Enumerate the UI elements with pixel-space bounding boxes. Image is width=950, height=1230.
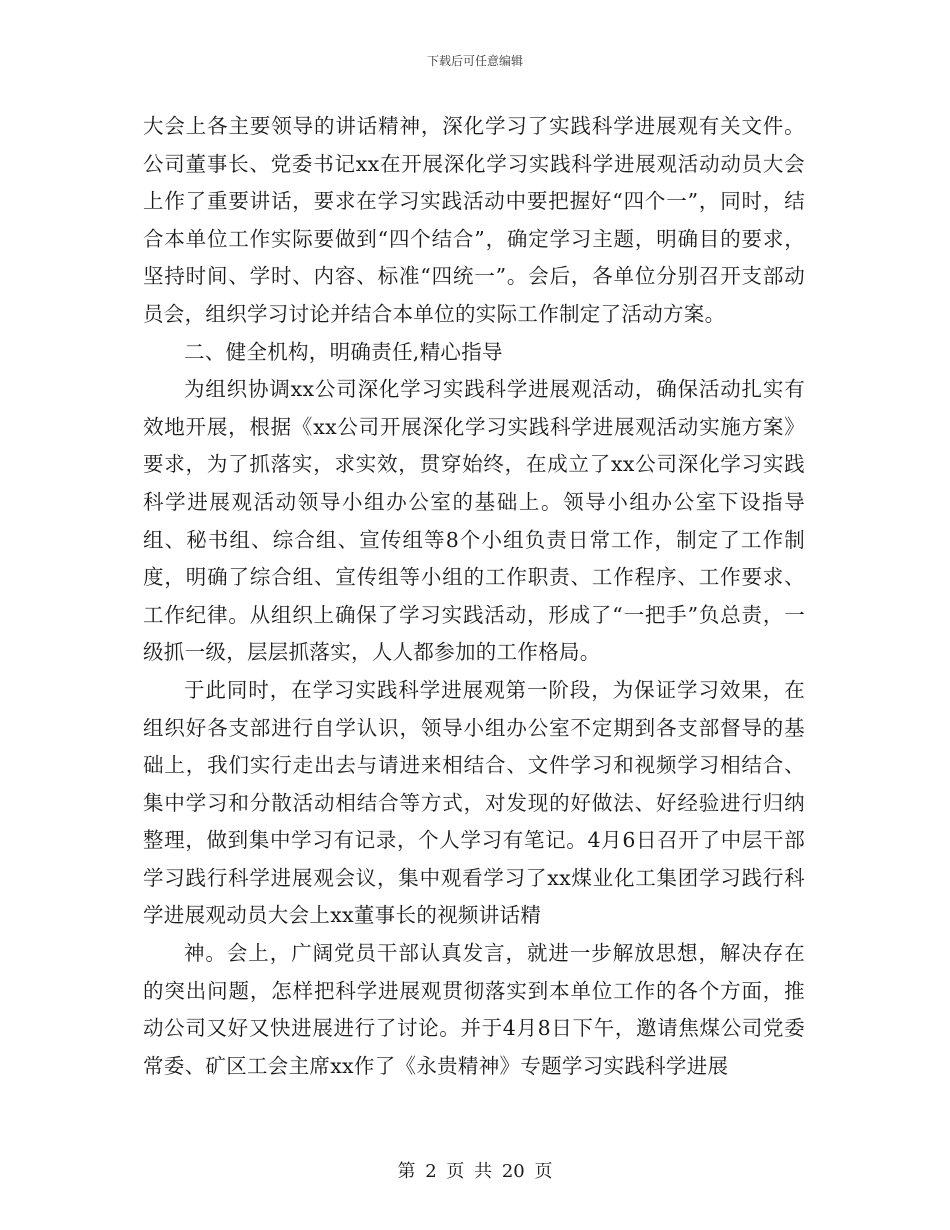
body-paragraph-3: 于此同时，在学习实践科学进展观第一阶段，为保证学习效果，在组织好各支部进行自学认识，领导小组办公室不定期到各支部督导的基础上，我们实行走出去与请进来相结合、文件学习和视频学习相结合、集中学习和分散活动相结合等方式，对发现的好做法、好经验进行归纳整理，做到集中学习有记录，个人学习有笔记。4月6日召开了中层干部学习践行科学进展观会议，集中观看学习了xx煤业化工集团学习践行科学进展观动员大会上xx董事长的视频讲话精 [143,677,805,928]
page-header-note: 下载后可任意编辑 [426,54,523,68]
body-paragraph-4: 神。会上，广阔党员干部认真发言，就进一步解放思想，解决存在的突出问题，怎样把科学进展观贯彻落实到本单位工作的各个方面，推动公司又好又快进展进行了讨论。并于4月8日下午，邀请焦煤公司党委常委、矿区工会主席xx作了《永贵精神》专题学习实践科学进展 [143,941,805,1078]
page-number: 第 2 页 共 20 页 [397,1161,553,1182]
document-body [143,108,805,1085]
body-paragraph-2: 为组织协调xx公司深化学习实践科学进展观活动，确保活动扎实有效地开展，根据《xx公司开展深化学习实践科学进展观活动实施方案》要求，为了抓落实，求实效，贯穿始终，在成立了xx公司深化学习实践科学进展观活动领导小组办公室的基础上。领导小组办公室下设指导组、秘书组、综合组、宣传组等8个小组负责日常工作，制定了工作制度，明确了综合组、宣传组等小组的工作职责、工作程序、工作要求、工作纪律。从组织上确保了学习实践活动，形成了“一把手”负总责，一级抓一级，层层抓落实，人人都参加的工作格局。 [143,377,805,665]
section-heading: 二、健全机构，明确责任,精心指导 [184,339,503,364]
body-paragraph-1: 大会上各主要领导的讲话精神，深化学习了实践科学进展观有关文件。公司董事长、党委书记xx在开展深化学习实践科学进展观活动动员大会上作了重要讲话，要求在学习实践活动中要把握好“四个一”，同时，结合本单位工作实际要做到“四个结合”，确定学习主题，明确目的要求，坚持时间、学时、内容、标准“四统一”。会后，各单位分别召开支部动员会，组织学习讨论并结合本单位的实际工作制定了活动方案。 [143,114,805,326]
